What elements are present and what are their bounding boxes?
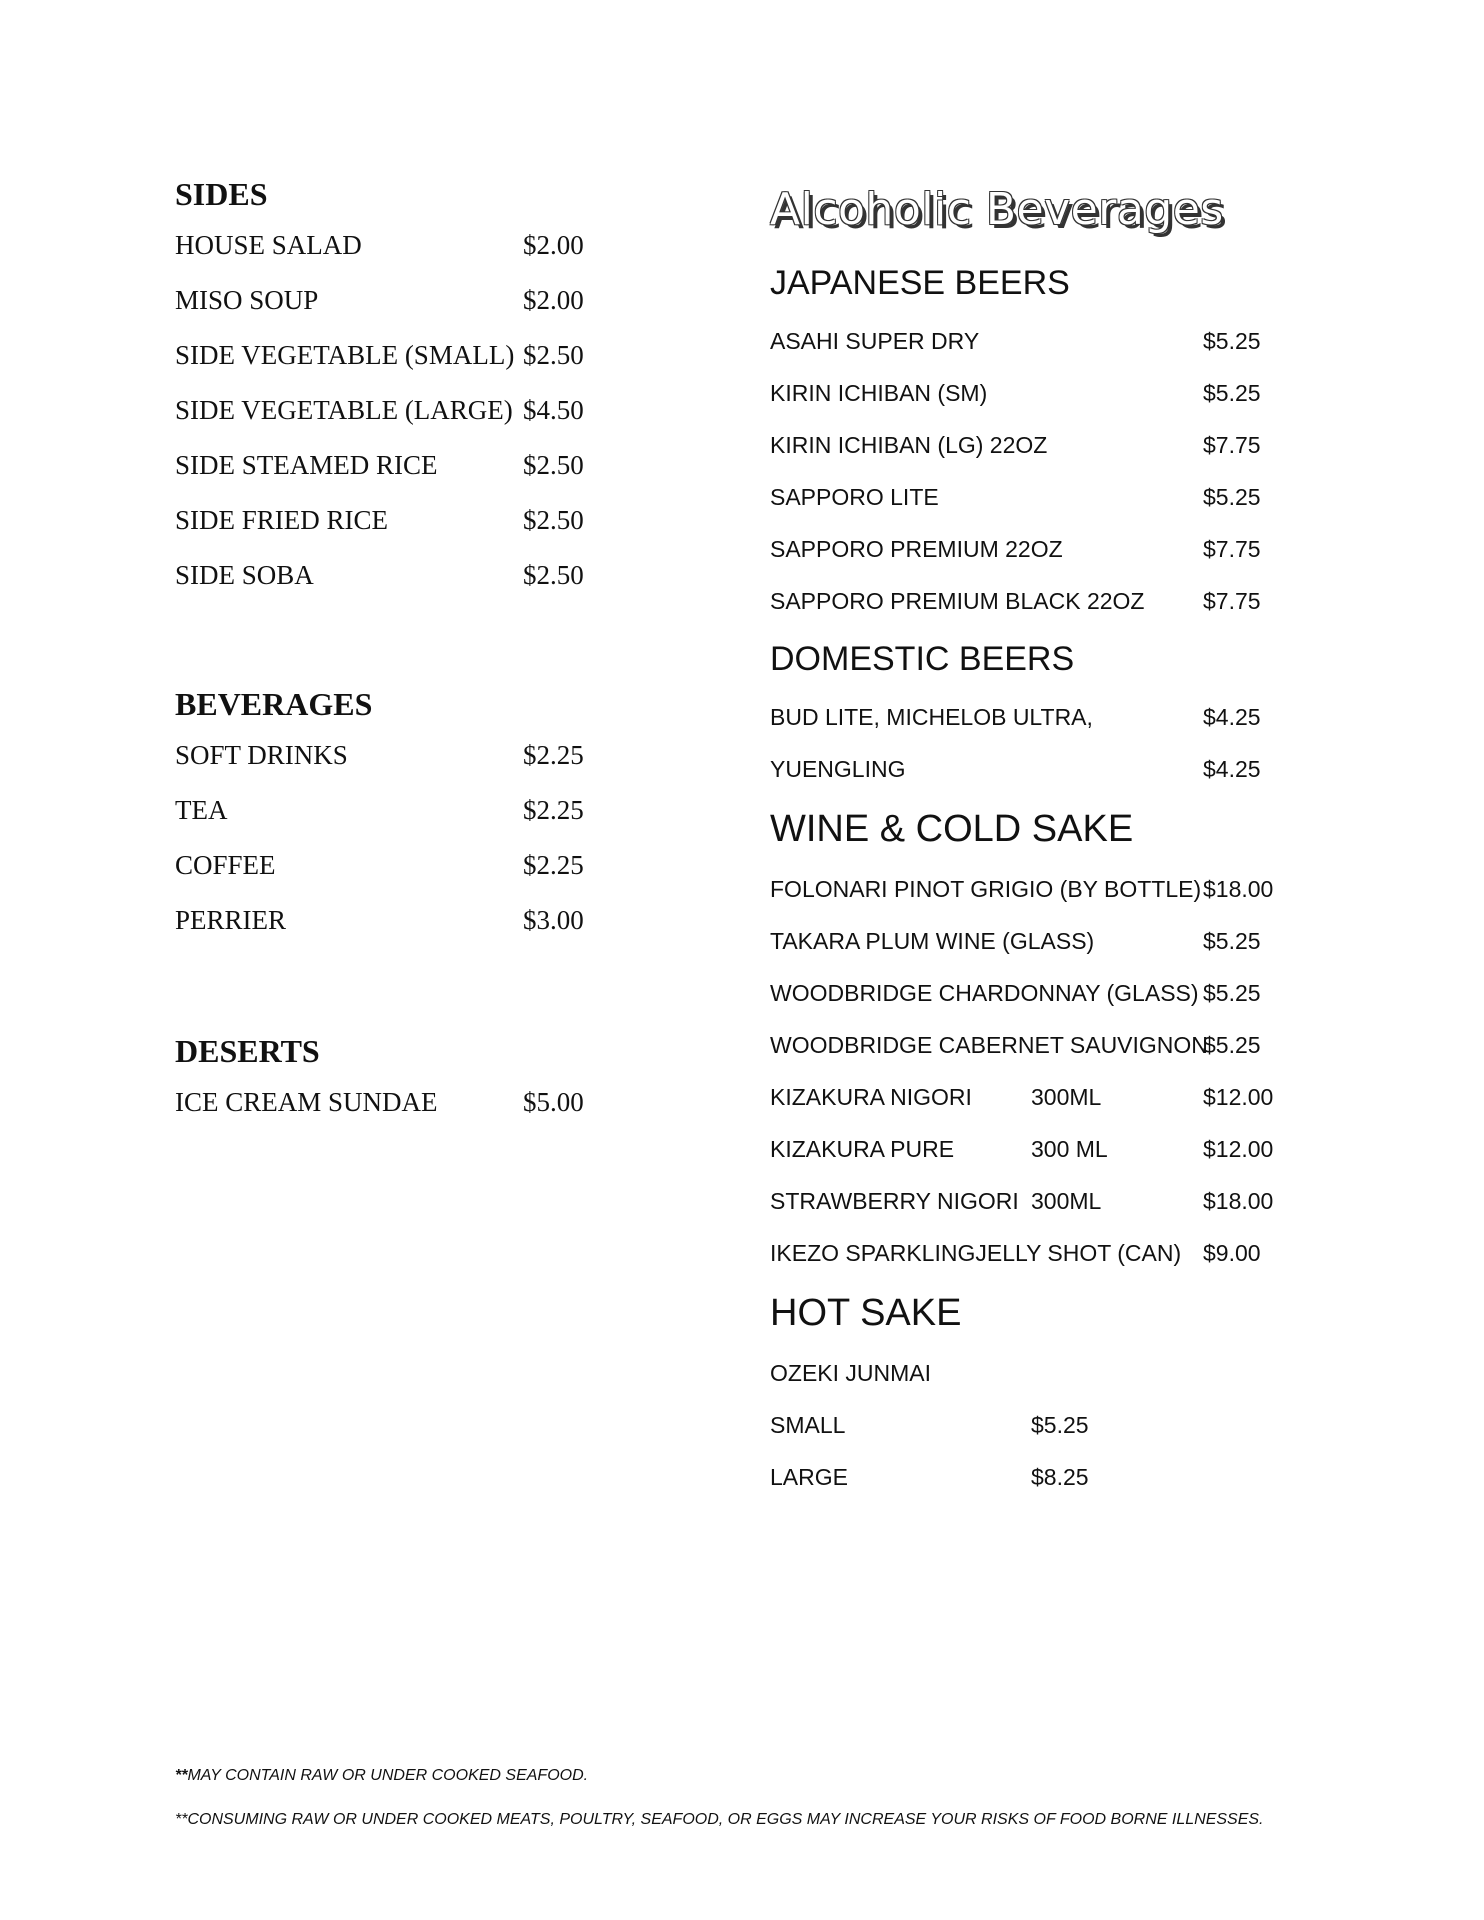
menu-item [770,1175,1330,1227]
menu-item [175,328,605,383]
menu-item [770,1451,1330,1503]
footnote-marker: ** [175,1767,188,1784]
item-price: $5.25 [1203,380,1261,406]
item-price: $2.25 [523,740,584,770]
section-heading-sides: SIDES [175,176,268,212]
item-price: $12.00 [1203,1084,1274,1110]
sides-section [175,170,605,603]
menu-item [770,967,1330,1019]
menu-item [175,218,605,273]
item-price: $2.50 [523,560,584,590]
item-price: $8.25 [1031,1464,1089,1490]
menu-item [770,523,1330,575]
item-price: $2.50 [523,450,584,480]
menu-item [770,743,1330,795]
beverages-section [175,680,605,948]
item-name: SIDE VEGETABLE (SMALL) [175,340,515,370]
item-price: $5.25 [1203,980,1261,1006]
item-name: OZEKI JUNMAI [770,1360,932,1386]
item-name: COFFEE [175,850,276,880]
item-price: $5.25 [1031,1412,1089,1438]
item-name: PERRIER [175,905,287,935]
item-price: $3.00 [523,905,584,935]
menu-item [770,419,1330,471]
footnote-raw-seafood [175,1767,588,1785]
item-price: $2.00 [523,285,584,315]
deserts-section [175,1027,605,1130]
item-price: $4.25 [1203,704,1261,730]
menu-item [770,471,1330,523]
menu-item [175,548,605,603]
section-heading-wine-cold-sake: WINE & COLD SAKE [770,808,1134,850]
item-price: $5.25 [1203,484,1261,510]
menu-item [175,783,605,838]
item-name: SIDE FRIED RICE [175,505,389,535]
section-heading-japanese-beers: JAPANESE BEERS [770,264,1070,302]
item-price: $5.25 [1203,928,1261,954]
item-price: $2.25 [523,850,584,880]
item-name: BUD LITE, MICHELOB ULTRA, [770,704,1093,730]
item-size: 300ML [1031,1084,1102,1110]
menu-item [770,1399,1330,1451]
item-price: $4.50 [523,395,584,425]
item-price: $2.50 [523,340,584,370]
menu-item [175,383,605,438]
item-name: SAPPORO PREMIUM BLACK 22OZ [770,588,1145,614]
menu-item [175,838,605,893]
item-size: 300 ML [1031,1136,1108,1162]
menu-item [175,493,605,548]
item-price: $7.75 [1203,432,1261,458]
item-name: KIRIN ICHIBAN (SM) [770,380,988,406]
item-price: $7.75 [1203,536,1261,562]
item-name: SIDE STEAMED RICE [175,450,438,480]
item-name: YUENGLING [770,756,906,782]
item-name: STRAWBERRY NIGORI [770,1188,1019,1214]
menu-item [175,728,605,783]
menu-item [175,1075,605,1130]
section-heading-deserts: DESERTS [175,1033,320,1069]
section-heading-domestic-beers: DOMESTIC BEERS [770,640,1075,678]
item-price: $2.00 [523,230,584,260]
menu-item [770,575,1330,627]
menu-item [770,315,1330,367]
menu-item [770,863,1330,915]
item-name: KIRIN ICHIBAN (LG) 22OZ [770,432,1048,458]
item-price: $12.00 [1203,1136,1274,1162]
item-price: $4.25 [1203,756,1261,782]
item-name: MISO SOUP [175,285,319,315]
item-price: $5.25 [1203,328,1261,354]
menu-item [770,1071,1330,1123]
item-name: SMALL [770,1412,846,1438]
item-name: TAKARA PLUM WINE (GLASS) [770,928,1095,954]
item-name: SIDE VEGETABLE (LARGE) [175,395,513,425]
item-name: TEA [175,795,228,825]
item-name: ICE CREAM SUNDAE [175,1087,438,1117]
alcoholic-beverages-title: Alcoholic Beverages [770,184,1224,235]
item-price: $5.00 [523,1087,584,1117]
item-name: WOODBRIDGE CABERNET SAUVIGNON [770,1032,1208,1058]
item-price: $18.00 [1203,876,1274,902]
item-price: $9.00 [1203,1240,1261,1266]
item-name: SIDE SOBA [175,560,314,590]
menu-item [175,273,605,328]
right-column [770,175,1330,1503]
section-heading-beverages: BEVERAGES [175,686,373,722]
item-name: LARGE [770,1464,848,1490]
item-name: FOLONARI PINOT GRIGIO (BY BOTTLE) [770,876,1202,902]
item-size: 300ML [1031,1188,1102,1214]
item-price: $7.75 [1203,588,1261,614]
item-price: $2.50 [523,505,584,535]
item-name: KIZAKURA PURE [770,1136,955,1162]
item-name: ASAHI SUPER DRY [770,328,980,354]
item-name: KIZAKURA NIGORI [770,1084,972,1110]
item-price: $18.00 [1203,1188,1274,1214]
section-heading-hot-sake: HOT SAKE [770,1292,962,1334]
menu-item [770,1123,1330,1175]
item-name: SAPPORO LITE [770,484,939,510]
menu-item [770,367,1330,419]
item-price: $5.25 [1203,1032,1261,1058]
item-name: SAPPORO PREMIUM 22OZ [770,536,1063,562]
item-price: $2.25 [523,795,584,825]
hot-sake-subheading [770,1347,1330,1399]
menu-item [770,691,1330,743]
item-name: IKEZO SPARKLINGJELLY SHOT (CAN) [770,1240,1182,1266]
footnote-consumption-warning: **CONSUMING RAW OR UNDER COOKED MEATS, POULTRY, SEAFOOD, OR EGGS MAY INCREASE YOUR RISKS OF FOOD BORNE ILLNESSES. [175,1811,1264,1828]
menu-item [770,1019,1330,1071]
item-name: WOODBRIDGE CHARDONNAY (GLASS) [770,980,1199,1006]
menu-item [175,893,605,948]
menu-item [770,915,1330,967]
item-name: HOUSE SALAD [175,230,362,260]
menu-item [175,438,605,493]
footnote-text: MAY CONTAIN RAW OR UNDER COOKED SEAFOOD. [187,1767,589,1784]
menu-item [770,1227,1330,1279]
item-name: SOFT DRINKS [175,740,348,770]
